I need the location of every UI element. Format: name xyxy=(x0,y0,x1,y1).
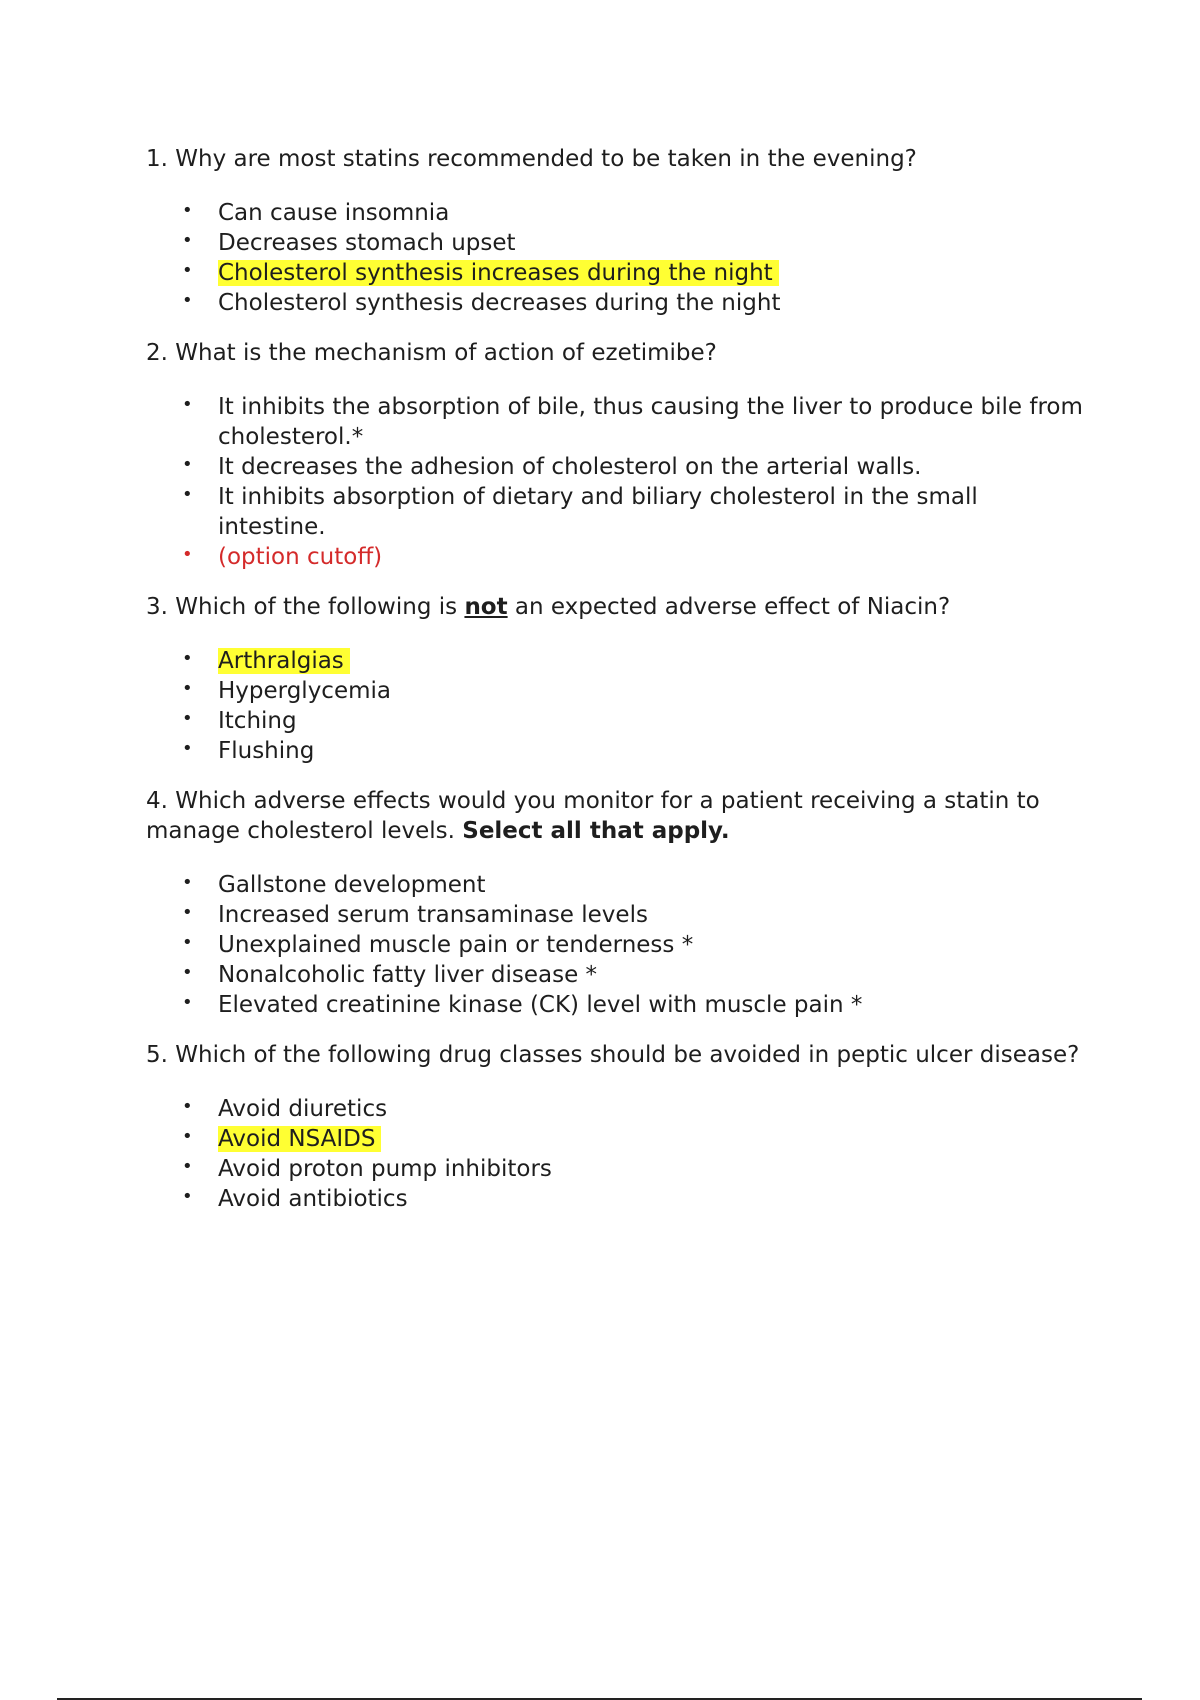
bullet-icon: • xyxy=(182,260,193,281)
question-3-options xyxy=(146,646,1086,766)
question-2-text: 2. What is the mechanism of action of ezetimibe? xyxy=(146,340,717,366)
option-label: Elevated creatinine kinase (CK) level with muscle pain * xyxy=(218,992,863,1018)
question-2-options xyxy=(146,392,1086,572)
option-label: Nonalcoholic fatty liver disease * xyxy=(218,962,598,988)
question-5-option-3 xyxy=(146,1154,1086,1184)
highlighted-answer: Arthralgias xyxy=(218,648,350,674)
question-5-text: 5. Which of the following drug classes should be avoided in peptic ulcer disease? xyxy=(146,1042,1080,1068)
question-4-option-5 xyxy=(146,990,1086,1020)
question-3-option-1 xyxy=(146,646,1086,676)
question-4-option-4 xyxy=(146,960,1086,990)
bullet-icon: • xyxy=(182,1156,193,1177)
question-3-option-4 xyxy=(146,736,1086,766)
question-3 xyxy=(146,592,1086,766)
question-4 xyxy=(146,786,1086,1020)
option-label: Can cause insomnia xyxy=(218,200,450,226)
question-5-option-4 xyxy=(146,1184,1086,1214)
bullet-icon: • xyxy=(182,932,193,953)
bullet-icon: • xyxy=(182,1186,193,1207)
option-label: Itching xyxy=(218,708,297,734)
option-label-cutoff: (option cutoff) xyxy=(218,544,383,570)
quiz-document xyxy=(146,144,1086,1234)
question-4-options xyxy=(146,870,1086,1020)
question-4-option-1 xyxy=(146,870,1086,900)
bullet-icon: • xyxy=(182,678,193,699)
option-label: It inhibits the absorption of bile, thus causing the liver to produce bile from cholesterol.* xyxy=(218,394,1083,450)
option-label: Hyperglycemia xyxy=(218,678,391,704)
question-3-text-after: an expected adverse effect of Niacin? xyxy=(507,594,951,620)
bullet-icon: • xyxy=(182,708,193,729)
question-4-text-emphasis: Select all that apply. xyxy=(462,818,730,844)
bullet-icon: • xyxy=(182,992,193,1013)
question-2 xyxy=(146,338,1086,572)
option-label: It inhibits absorption of dietary and biliary cholesterol in the small intestine. xyxy=(218,484,978,540)
question-3-text-before: 3. Which of the following is xyxy=(146,594,465,620)
question-4-option-2 xyxy=(146,900,1086,930)
bullet-icon: • xyxy=(182,290,193,311)
question-2-option-3 xyxy=(146,482,1086,542)
option-label: Avoid diuretics xyxy=(218,1096,388,1122)
bullet-icon: • xyxy=(182,1126,193,1147)
option-label: Decreases stomach upset xyxy=(218,230,516,256)
question-3-option-3 xyxy=(146,706,1086,736)
bullet-icon: • xyxy=(182,1096,193,1117)
bullet-icon: • xyxy=(182,484,193,505)
question-3-text-emphasis: not xyxy=(464,594,508,620)
highlighted-answer: Cholesterol synthesis increases during the night xyxy=(218,260,779,286)
option-label: Flushing xyxy=(218,738,315,764)
bullet-icon: • xyxy=(182,648,193,669)
question-1-option-2 xyxy=(146,228,1086,258)
bullet-icon: • xyxy=(182,872,193,893)
question-2-option-1 xyxy=(146,392,1086,452)
question-1-option-4 xyxy=(146,288,1086,318)
option-label: Unexplained muscle pain or tenderness * xyxy=(218,932,694,958)
question-4-text-before: 4. Which adverse effects would you monitor for a patient receiving a statin to manage cholesterol levels. xyxy=(146,788,1040,844)
question-1-text: 1. Why are most statins recommended to be taken in the evening? xyxy=(146,146,917,172)
option-label: Avoid antibiotics xyxy=(218,1186,408,1212)
bullet-icon: • xyxy=(182,230,193,251)
question-2-option-4 xyxy=(146,542,1086,572)
question-2-option-2 xyxy=(146,452,1086,482)
question-1-option-3 xyxy=(146,258,1086,288)
option-label: Gallstone development xyxy=(218,872,486,898)
question-1-option-1 xyxy=(146,198,1086,228)
highlighted-answer: Avoid NSAIDS xyxy=(218,1126,381,1152)
question-3-text xyxy=(146,592,1086,622)
bullet-icon: • xyxy=(182,454,193,475)
question-5-option-1 xyxy=(146,1094,1086,1124)
bullet-icon: • xyxy=(182,394,193,415)
option-label: Avoid proton pump inhibitors xyxy=(218,1156,552,1182)
bullet-icon: • xyxy=(182,200,193,221)
bullet-icon: • xyxy=(182,544,193,565)
option-label: Cholesterol synthesis decreases during the night xyxy=(218,290,781,316)
option-label: It decreases the adhesion of cholesterol on the arterial walls. xyxy=(218,454,922,480)
question-1-options xyxy=(146,198,1086,318)
question-3-option-2 xyxy=(146,676,1086,706)
question-5 xyxy=(146,1040,1086,1214)
bullet-icon: • xyxy=(182,738,193,759)
question-1 xyxy=(146,144,1086,318)
question-5-option-2 xyxy=(146,1124,1086,1154)
bullet-icon: • xyxy=(182,962,193,983)
question-5-options xyxy=(146,1094,1086,1214)
bullet-icon: • xyxy=(182,902,193,923)
question-4-option-3 xyxy=(146,930,1086,960)
option-label: Increased serum transaminase levels xyxy=(218,902,648,928)
question-4-text xyxy=(146,786,1086,846)
